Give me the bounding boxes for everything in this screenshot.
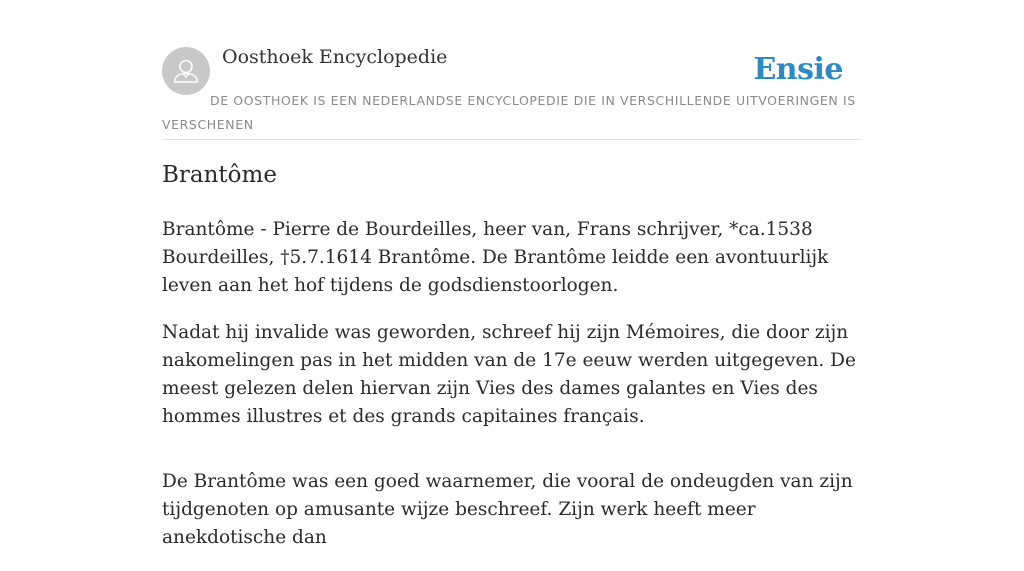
user-icon [162, 47, 210, 95]
entry-title: Brantôme [162, 162, 277, 188]
source-description: DE OOSTHOEK IS EEN NEDERLANDSE ENCYCLOPEDIE DIE IN VERSCHILLENDE UITVOERINGEN IS VERSCHENEN [162, 93, 856, 132]
entry-body [162, 216, 862, 571]
entry-paragraph: Brantôme - Pierre de Bourdeilles, heer van, Frans schrijver, *ca.1538 Bourdeilles, †5.7.1614 Brantôme. De Brantôme leidde een avontuurlijk leven aan het hof tijdens de godsdienstoorlogen. [162, 219, 829, 296]
header-divider [162, 139, 862, 140]
source-title[interactable]: Oosthoek Encyclopedie [222, 46, 448, 68]
brand-logo[interactable]: Ensie [753, 52, 843, 87]
entry-paragraph: De Brantôme was een goed waarnemer, die vooral de ondeugden van zijn tijdgenoten op amusante wijze beschreef. Zijn werk heeft meer anekdotische dan [162, 471, 853, 548]
entry-paragraph: Nadat hij invalide was geworden, schreef hij zijn Mémoires, die door zijn nakomelingen pas in het midden van de 17e eeuw werden uitgegeven. De meest gelezen delen hiervan zijn Vies des dames galantes en Vies des hommes illustres et des grands capitaines français. [162, 322, 856, 427]
avatar[interactable] [162, 47, 210, 95]
